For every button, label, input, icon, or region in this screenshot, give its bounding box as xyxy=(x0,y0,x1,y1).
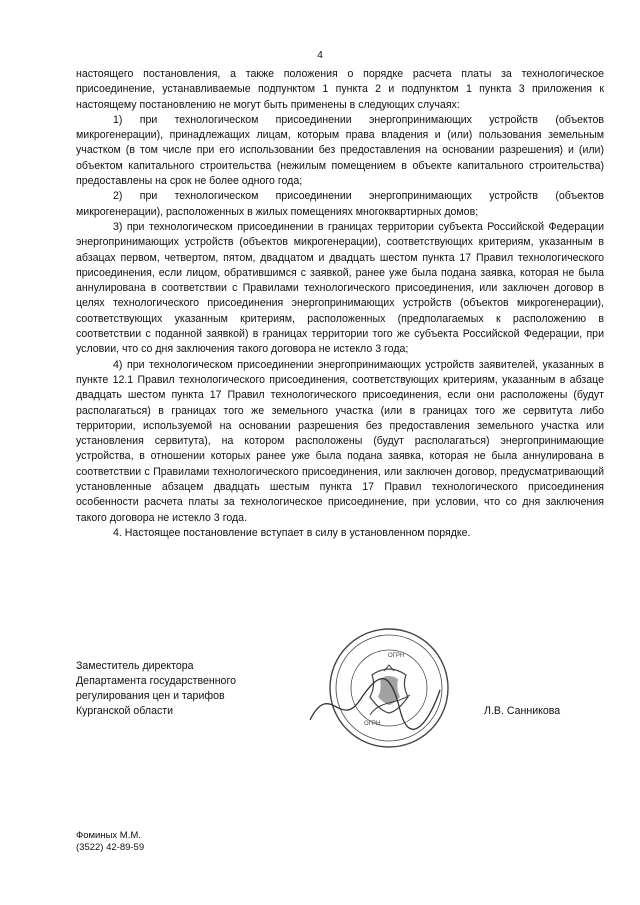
contact-name: Фоминых М.М. xyxy=(76,830,141,841)
svg-text:ОГРН: ОГРН xyxy=(364,721,381,727)
signatory-title-line-4: Курганской области xyxy=(76,705,174,717)
signatory-title-line-1: Заместитель директора xyxy=(76,660,194,672)
paragraph-item-1: 1) при технологическом присоединении энергопринимающих устройств (объектов микрогенерации), принадлежащих лицам, которым права владения и (или) пользования земельным участком (в том числе при его использовании без предоставления на основании разрешения) и (или) объектом капитального строительства (нежилым помещением в объекте капитального строительства) предоставлены на срок не более одного года; xyxy=(76,113,604,188)
document-body xyxy=(76,67,604,541)
paragraph-effective: 4. Настоящее постановление вступает в силу в установленном порядке. xyxy=(113,526,471,539)
svg-text:ОГРН: ОГРН xyxy=(388,653,405,659)
signature-block xyxy=(76,659,236,719)
contact-phone: (3522) 42-89-59 xyxy=(76,842,145,853)
contact-info xyxy=(76,830,144,854)
signatory-title-line-2: Департамента государственного xyxy=(76,675,236,687)
paragraph-item-4: 4) при технологическом присоединении энергопринимающих устройств заявителей, указанных в пункте 12.1 Правил технологического присоединения, соответствующих критериям, указанным в абзаце двадцать шестом пункта 17 Правил технологического присоединения, если они расположены (будут располагаться) в границах того же земельного участка (или в границах того же сервитута либо территории, используемой на основании разрешения без предоставления земельного участка или установления сервитута), на котором расположены (будут располагаться) энергопринимающие устройства, в отношении которых ранее уже была подана заявка, которая не была аннулирована в соответствии с Правилами технологического присоединения, или заключен договор, предусматривающий установленные абзацем двадцать шестым пункта 17 Правил технологического присоединения особенности расчета платы за технологическое присоединение, при условии, что со дня заключения такого договора не истекло 3 года. xyxy=(76,358,604,524)
handwritten-signature xyxy=(300,660,450,740)
paragraph-intro: настоящего постановления, а также положения о порядке расчета платы за технологическое присоединение, устанавливаемые подпунктом 1 пункта 2 и подпунктом 1 пункта 3 приложения к настоящему постановлению не могут быть применены в следующих случаях: xyxy=(76,68,604,111)
signer-name: Л.В. Санникова xyxy=(484,705,561,717)
signatory-title-line-3: регулирования цен и тарифов xyxy=(76,690,225,702)
paragraph-item-2: 2) при технологическом присоединении энергопринимающих устройств (объектов микрогенерации), расположенных в жилых помещениях многоквартирных домов; xyxy=(76,190,604,218)
paragraph-item-3: 3) при технологическом присоединении в границах территории субъекта Российской Федерации энергопринимающих устройств (объектов микрогенерации), соответствующих критериям, указанным в абзацах первом, четвертом, пятом, двадцатом и двадцать шестом пункта 17 Правил технологического присоединения, если лицом, обратившимся с заявкой, ранее уже была подана заявка, которая не была аннулирована в соответствии с Правилами технологического присоединения, или заключен договор в целях технологического присоединения энергопринимающих устройств (объектов микрогенерации), соответствующих указанным критериям, расположенных (предполагаемых к расположению в соответствии с поданной заявкой) в границах территории того же субъекта Российской Федерации, при условии, что со дня заключения такого договора не истекло 3 года; xyxy=(76,220,604,356)
page-number: 4 xyxy=(317,50,323,61)
